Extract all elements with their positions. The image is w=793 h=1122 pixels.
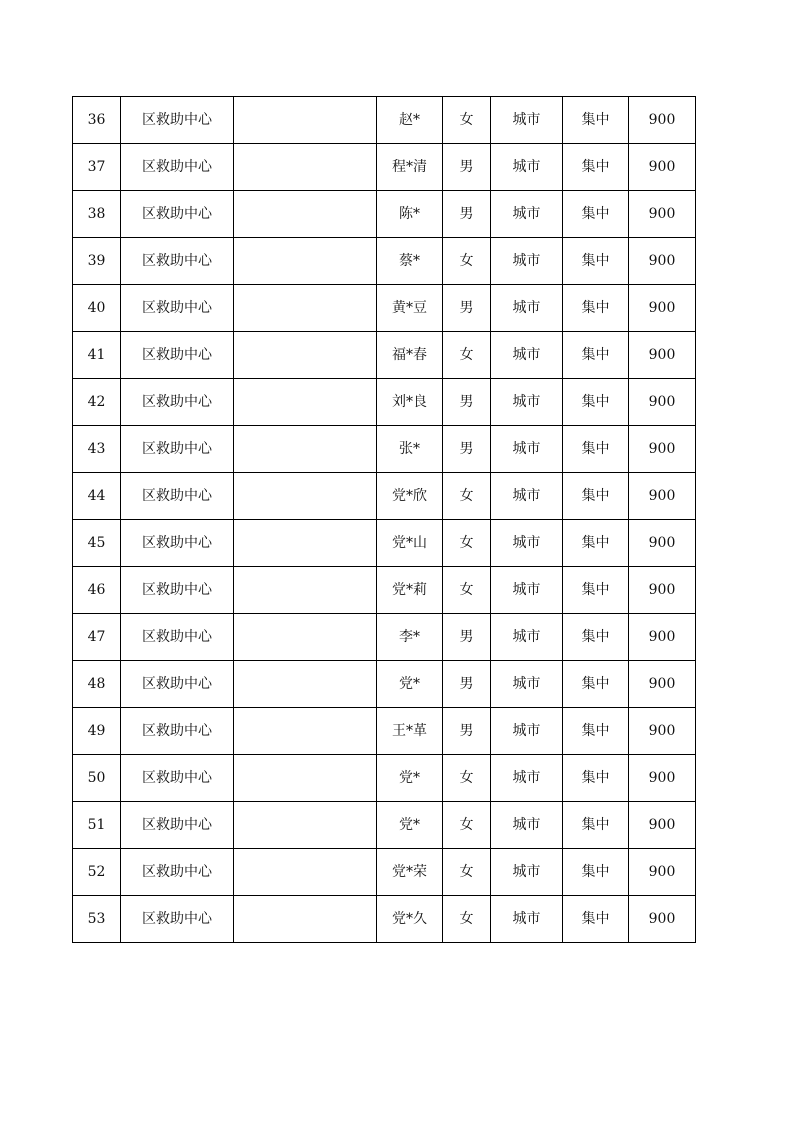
cell-no: 46 [73, 567, 121, 614]
cell-name: 黄*豆 [377, 285, 443, 332]
cell-unit: 区救助中心 [121, 708, 234, 755]
cell-mode: 集中 [563, 379, 629, 426]
cell-unit: 区救助中心 [121, 285, 234, 332]
cell-unit: 区救助中心 [121, 379, 234, 426]
cell-name: 赵* [377, 97, 443, 144]
cell-name: 程*清 [377, 144, 443, 191]
table-row [73, 755, 696, 802]
cell-blank [234, 661, 377, 708]
table-row [73, 614, 696, 661]
cell-unit: 区救助中心 [121, 661, 234, 708]
cell-no: 40 [73, 285, 121, 332]
cell-name: 王*革 [377, 708, 443, 755]
cell-gender: 男 [443, 426, 491, 473]
cell-amount: 900 [629, 285, 696, 332]
cell-name: 李* [377, 614, 443, 661]
cell-blank [234, 285, 377, 332]
cell-mode: 集中 [563, 191, 629, 238]
cell-blank [234, 97, 377, 144]
cell-mode: 集中 [563, 97, 629, 144]
cell-amount: 900 [629, 567, 696, 614]
table-row [73, 473, 696, 520]
cell-area: 城市 [491, 379, 563, 426]
cell-unit: 区救助中心 [121, 755, 234, 802]
cell-gender: 男 [443, 661, 491, 708]
table-row [73, 661, 696, 708]
cell-mode: 集中 [563, 567, 629, 614]
cell-name: 党*山 [377, 520, 443, 567]
cell-mode: 集中 [563, 473, 629, 520]
cell-blank [234, 567, 377, 614]
cell-name: 党* [377, 802, 443, 849]
cell-mode: 集中 [563, 849, 629, 896]
cell-amount: 900 [629, 97, 696, 144]
cell-name: 党*莉 [377, 567, 443, 614]
roster-table [72, 96, 696, 943]
cell-area: 城市 [491, 567, 563, 614]
cell-area: 城市 [491, 473, 563, 520]
cell-area: 城市 [491, 144, 563, 191]
cell-amount: 900 [629, 708, 696, 755]
cell-amount: 900 [629, 802, 696, 849]
cell-gender: 男 [443, 144, 491, 191]
cell-no: 51 [73, 802, 121, 849]
cell-blank [234, 426, 377, 473]
cell-unit: 区救助中心 [121, 97, 234, 144]
cell-area: 城市 [491, 520, 563, 567]
cell-area: 城市 [491, 97, 563, 144]
cell-name: 党*荣 [377, 849, 443, 896]
cell-gender: 男 [443, 614, 491, 661]
table-row [73, 191, 696, 238]
cell-mode: 集中 [563, 614, 629, 661]
cell-name: 党* [377, 661, 443, 708]
cell-gender: 女 [443, 332, 491, 379]
cell-name: 刘*良 [377, 379, 443, 426]
cell-area: 城市 [491, 614, 563, 661]
cell-area: 城市 [491, 191, 563, 238]
cell-unit: 区救助中心 [121, 849, 234, 896]
cell-blank [234, 708, 377, 755]
cell-gender: 男 [443, 285, 491, 332]
cell-no: 50 [73, 755, 121, 802]
cell-amount: 900 [629, 755, 696, 802]
cell-amount: 900 [629, 144, 696, 191]
cell-name: 蔡* [377, 238, 443, 285]
cell-no: 47 [73, 614, 121, 661]
cell-blank [234, 332, 377, 379]
cell-area: 城市 [491, 849, 563, 896]
cell-no: 42 [73, 379, 121, 426]
cell-gender: 女 [443, 849, 491, 896]
cell-mode: 集中 [563, 238, 629, 285]
cell-blank [234, 614, 377, 661]
cell-gender: 女 [443, 520, 491, 567]
cell-no: 44 [73, 473, 121, 520]
table-row [73, 332, 696, 379]
cell-no: 48 [73, 661, 121, 708]
table-row [73, 520, 696, 567]
cell-unit: 区救助中心 [121, 473, 234, 520]
cell-blank [234, 802, 377, 849]
cell-amount: 900 [629, 614, 696, 661]
cell-area: 城市 [491, 285, 563, 332]
cell-mode: 集中 [563, 755, 629, 802]
cell-unit: 区救助中心 [121, 238, 234, 285]
cell-amount: 900 [629, 238, 696, 285]
cell-amount: 900 [629, 896, 696, 943]
cell-amount: 900 [629, 332, 696, 379]
cell-mode: 集中 [563, 802, 629, 849]
cell-blank [234, 520, 377, 567]
cell-amount: 900 [629, 379, 696, 426]
cell-unit: 区救助中心 [121, 426, 234, 473]
table-row [73, 802, 696, 849]
cell-no: 43 [73, 426, 121, 473]
cell-unit: 区救助中心 [121, 896, 234, 943]
cell-unit: 区救助中心 [121, 332, 234, 379]
cell-area: 城市 [491, 661, 563, 708]
cell-area: 城市 [491, 238, 563, 285]
cell-mode: 集中 [563, 285, 629, 332]
cell-unit: 区救助中心 [121, 802, 234, 849]
cell-area: 城市 [491, 332, 563, 379]
cell-blank [234, 191, 377, 238]
cell-mode: 集中 [563, 661, 629, 708]
cell-gender: 女 [443, 473, 491, 520]
cell-no: 36 [73, 97, 121, 144]
cell-area: 城市 [491, 755, 563, 802]
cell-blank [234, 755, 377, 802]
table-row [73, 849, 696, 896]
cell-amount: 900 [629, 473, 696, 520]
cell-no: 52 [73, 849, 121, 896]
cell-gender: 女 [443, 567, 491, 614]
table-row [73, 97, 696, 144]
cell-mode: 集中 [563, 896, 629, 943]
table-row [73, 567, 696, 614]
cell-no: 45 [73, 520, 121, 567]
roster-body [73, 97, 696, 943]
table-row [73, 144, 696, 191]
cell-area: 城市 [491, 802, 563, 849]
cell-name: 党* [377, 755, 443, 802]
cell-unit: 区救助中心 [121, 567, 234, 614]
cell-name: 党*久 [377, 896, 443, 943]
cell-area: 城市 [491, 426, 563, 473]
table-row [73, 896, 696, 943]
cell-name: 福*春 [377, 332, 443, 379]
cell-area: 城市 [491, 896, 563, 943]
cell-name: 党*欣 [377, 473, 443, 520]
cell-blank [234, 144, 377, 191]
cell-gender: 男 [443, 708, 491, 755]
cell-amount: 900 [629, 426, 696, 473]
cell-unit: 区救助中心 [121, 614, 234, 661]
cell-no: 53 [73, 896, 121, 943]
cell-unit: 区救助中心 [121, 144, 234, 191]
cell-mode: 集中 [563, 520, 629, 567]
cell-gender: 女 [443, 97, 491, 144]
cell-mode: 集中 [563, 708, 629, 755]
cell-mode: 集中 [563, 144, 629, 191]
cell-name: 张* [377, 426, 443, 473]
table-row [73, 285, 696, 332]
roster-sheet [72, 96, 695, 943]
table-row [73, 379, 696, 426]
cell-blank [234, 473, 377, 520]
cell-blank [234, 896, 377, 943]
cell-mode: 集中 [563, 426, 629, 473]
cell-no: 38 [73, 191, 121, 238]
cell-name: 陈* [377, 191, 443, 238]
cell-no: 49 [73, 708, 121, 755]
cell-blank [234, 379, 377, 426]
table-row [73, 426, 696, 473]
cell-no: 37 [73, 144, 121, 191]
cell-blank [234, 238, 377, 285]
cell-area: 城市 [491, 708, 563, 755]
table-row [73, 238, 696, 285]
cell-amount: 900 [629, 520, 696, 567]
cell-blank [234, 849, 377, 896]
cell-amount: 900 [629, 661, 696, 708]
cell-gender: 女 [443, 896, 491, 943]
cell-gender: 男 [443, 379, 491, 426]
cell-amount: 900 [629, 849, 696, 896]
cell-gender: 男 [443, 191, 491, 238]
cell-mode: 集中 [563, 332, 629, 379]
cell-unit: 区救助中心 [121, 191, 234, 238]
cell-no: 39 [73, 238, 121, 285]
cell-gender: 女 [443, 238, 491, 285]
cell-gender: 女 [443, 802, 491, 849]
cell-gender: 女 [443, 755, 491, 802]
table-row [73, 708, 696, 755]
cell-amount: 900 [629, 191, 696, 238]
cell-no: 41 [73, 332, 121, 379]
cell-unit: 区救助中心 [121, 520, 234, 567]
